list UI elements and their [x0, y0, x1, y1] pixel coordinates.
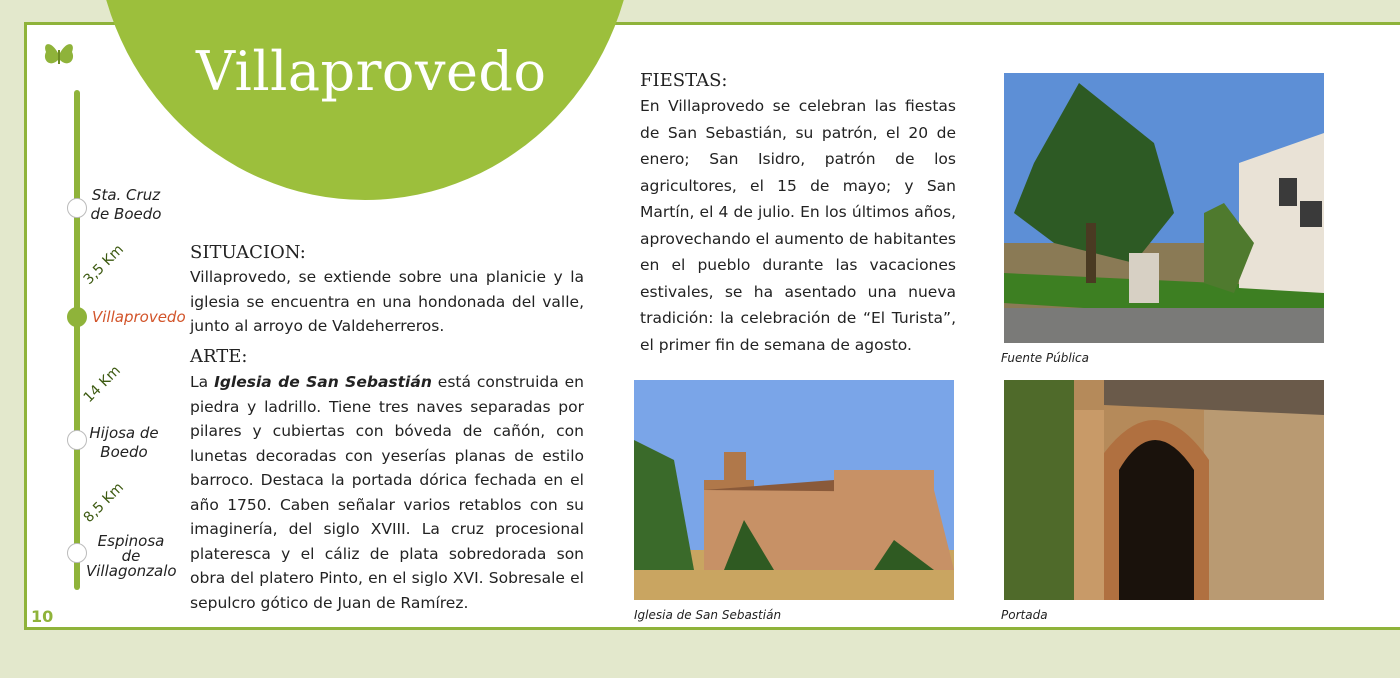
- route-line: [74, 90, 80, 590]
- stop-label-line: de Boedo: [90, 205, 162, 223]
- portada-caption: Portada: [1001, 608, 1048, 622]
- stop-label-line: Espinosa: [97, 532, 165, 550]
- distance-label: 3,5 Km: [80, 241, 128, 288]
- page-title: Villaprovedo: [196, 40, 547, 103]
- stop-label-line: Sta. Cruz: [91, 186, 161, 204]
- stop-label-line: Villagonzalo: [86, 562, 177, 580]
- fuente-caption: Fuente Pública: [1001, 351, 1089, 365]
- fiestas-heading: FIESTAS:: [640, 70, 728, 91]
- church-name: Iglesia de San Sebastián: [214, 373, 432, 391]
- stop-marker-current: [67, 307, 87, 327]
- distance-label: 8,5 Km: [80, 479, 128, 526]
- stop-label-hijosa: [86, 424, 162, 462]
- stop-label-espinosa: [86, 534, 176, 579]
- arte-text: [190, 370, 584, 615]
- arte-heading: ARTE:: [190, 346, 248, 367]
- portada-illustration: [1004, 380, 1324, 600]
- stop-marker: [67, 430, 87, 450]
- arte-intro: La: [190, 373, 215, 391]
- butterfly-icon: [42, 38, 76, 72]
- stop-marker: [67, 198, 87, 218]
- situacion-text: Villaprovedo, se extiende sobre una planicie y la iglesia se encuentra en una hondonada del valle, junto al arroyo de Valdeherreros.: [190, 268, 584, 335]
- portada-photo: [1004, 380, 1324, 600]
- stop-label-villaprovedo: Villaprovedo: [92, 308, 186, 326]
- stop-marker: [67, 543, 87, 563]
- stop-label-line: de: [121, 547, 141, 565]
- stop-label-line: Hijosa de: [89, 424, 159, 442]
- iglesia-caption: Iglesia de San Sebastián: [634, 608, 782, 622]
- fiestas-text: En Villaprovedo se celebran las fiestas de San Sebastián, su patrón, el 20 de enero; San Isidro, patrón de los agricultores, el 15 de mayo; y San Martín, el 4 de julio. En los últimos años, aprovechando el aumento de habitantes en el pueblo durante las vacaciones estivales, se ha asentado una nueva tradición: la celebración de “El Turista”, el primer fin de semana de agosto.: [640, 97, 956, 354]
- fuente-illustration: [1004, 73, 1324, 343]
- stop-label-line: Boedo: [100, 443, 148, 461]
- iglesia-photo: [634, 380, 954, 600]
- distance-label: 14 Km: [80, 362, 124, 406]
- iglesia-illustration: [634, 380, 954, 600]
- stop-label-sta-cruz: [86, 186, 166, 224]
- situacion-heading: SITUACION:: [190, 242, 306, 263]
- page-number: 10: [31, 607, 54, 626]
- fuente-photo: [1004, 73, 1324, 343]
- arte-body: está construida en piedra y ladrillo. Tiene tres naves separadas por pilares y cubiertas con bóveda de cañón, con lunetas decoradas con yeserías planas de estilo barroco. Destaca la portada dórica fechada en el año 1750. Caben señalar varios retablos con su imaginería, del siglo XVIII. La cruz procesional plateresca y el cáliz de plata sobredorada son obra del platero Pinto, en el siglo XVI. Sobresale el sepulcro gótico de Juan de Ramírez.: [190, 373, 584, 612]
